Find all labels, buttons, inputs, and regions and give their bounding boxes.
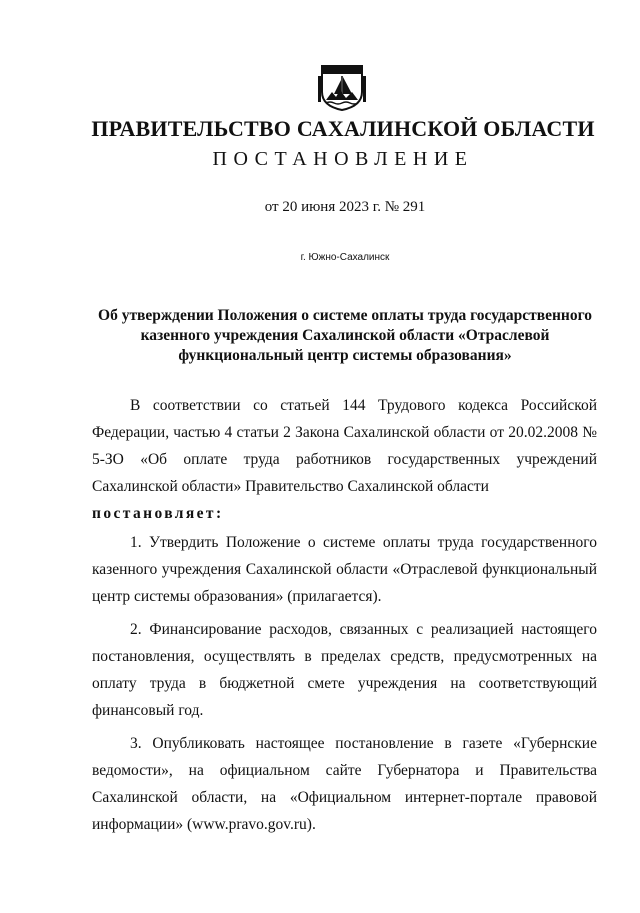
- document-city: г. Южно-Сахалинск: [300, 252, 390, 263]
- sakhalin-coat-of-arms-icon: [318, 62, 366, 112]
- government-name: ПРАВИТЕЛЬСТВО САХАЛИНСКОЙ ОБЛАСТИ: [91, 116, 595, 141]
- body-item-3: 3. Опубликовать настоящее постановление в газете «Губернские ведомости», на официальном сайте Губернатора и Правительства Сахалинской области, на «Официальном интернет-портале правовой информации» (www.pravo.gov.ru).: [92, 735, 597, 833]
- resolves-word: постановляет:: [92, 505, 224, 522]
- document-type: ПОСТАНОВЛЕНИЕ: [212, 148, 474, 170]
- document-subject: Об утверждении Положения о системе оплаты труда государственного казенного учреждения Сахалинской области «Отраслевой функциональный центр системы образования»: [98, 307, 592, 364]
- preamble-paragraph: В соответствии со статьей 144 Трудового кодекса Российской Федерации, частью 4 статьи 2 Закона Сахалинской области от 20.02.2008 № 5-ЗО «Об оплате труда работников государственных учреждений Сахалинской области» Правительство Сахалинской области: [92, 397, 597, 495]
- document-date-number: от 20 июня 2023 г. № 291: [264, 199, 426, 215]
- body-item-2: 2. Финансирование расходов, связанных с реализацией настоящего постановления, осуществлять в пределах средств, предусмотренных на оплату труда в бюджетной смете учреждения на соответствующий финансовый год.: [92, 621, 597, 719]
- body-item-1: 1. Утвердить Положение о системе оплаты труда государственного казенного учреждения Сахалинской области «Отраслевой функциональный центр системы образования» (прилагается).: [92, 534, 597, 605]
- document-body: [92, 392, 597, 844]
